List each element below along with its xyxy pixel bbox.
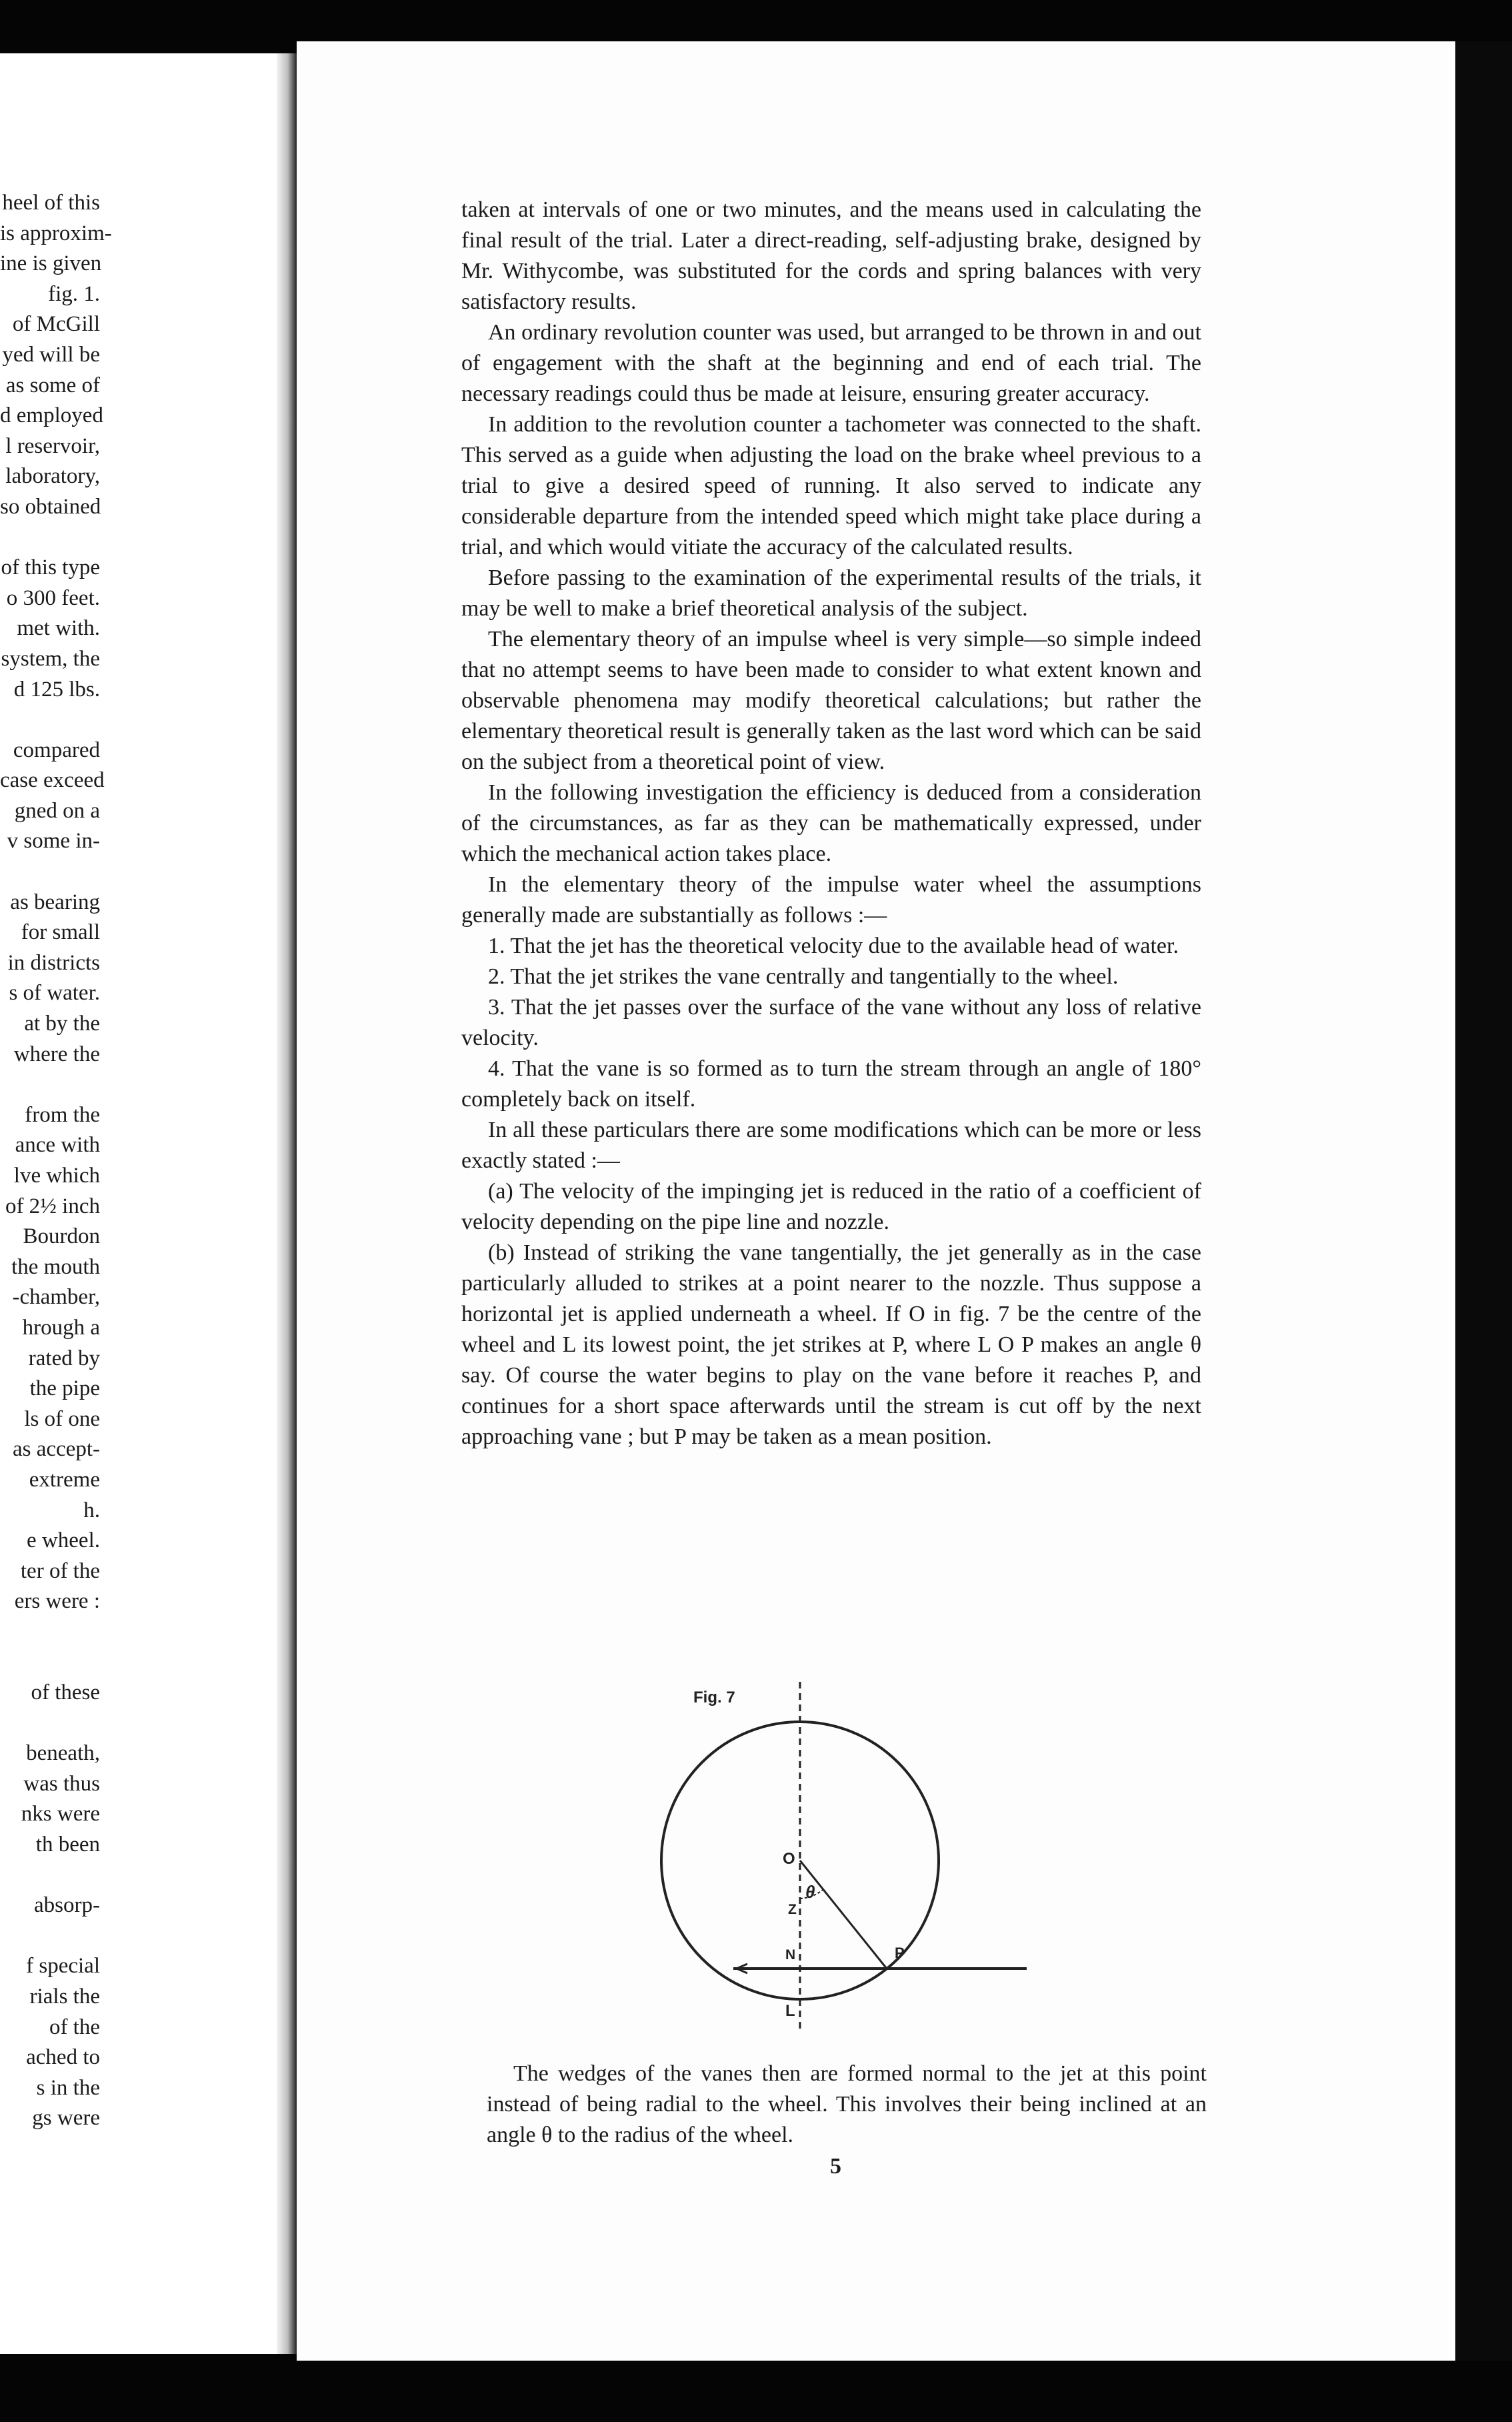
paragraph-modifications: In all these particulars there are some modifications which can be more or less exactly stated :—: [461, 1118, 1201, 1173]
left-page-line: of 2½ inch: [5, 1194, 100, 1218]
left-page-line: lve which: [13, 1164, 100, 1188]
left-page-line: ter of the: [20, 1558, 100, 1583]
left-page-line: yed will be: [2, 342, 100, 367]
left-page-line: [0, 705, 100, 736]
left-page-line: gned on a: [14, 798, 100, 823]
left-page-line: system, the: [1, 646, 100, 671]
left-page-line: [0, 1648, 100, 1678]
left-page-line: met with.: [17, 616, 100, 641]
left-page-line: was thus: [23, 1771, 100, 1796]
left-page-line: so obtained: [0, 494, 101, 519]
left-page-line: where the: [13, 1042, 100, 1066]
assumption-2: 2. That the jet strikes the vane centrally and tangentially to the wheel.: [488, 964, 1119, 989]
left-page-line: [0, 1861, 100, 1891]
left-page-line: rials the: [29, 1985, 100, 2009]
radius-op: [800, 1861, 887, 1969]
left-page-line: gs were: [32, 2106, 100, 2131]
label-n: N: [785, 1947, 796, 1963]
left-page-line: nks were: [21, 1802, 100, 1827]
left-page-line: laboratory,: [5, 464, 100, 489]
left-page-line: o 300 feet.: [6, 585, 100, 610]
figure-7: [467, 1675, 1200, 2035]
assumption-3: 3. That the jet passes over the surface of the vane without any loss of relative velocity.: [461, 995, 1201, 1050]
page-number: 5: [830, 2154, 841, 2179]
assumption-1: 1. That the jet has the theoretical velocity due to the available head of water.: [488, 934, 1179, 958]
left-page-line: ers were :: [14, 1589, 100, 1614]
label-l: L: [785, 2002, 795, 2020]
left-page-line: h.: [83, 1498, 100, 1522]
left-page-line: [0, 1070, 100, 1100]
left-page-line: extreme: [29, 1467, 100, 1492]
left-page-line: f special: [26, 1954, 100, 1979]
left-page-line: s of water.: [9, 981, 100, 1006]
paragraph-tachometer: In addition to the revolution counter a tachometer was connected to the shaft. This served as a guide when adjusting the load on the brake wheel previous to a trial to give a desired speed of running. It also served to indicate any considerable departure from the intended speed which might take place during a trial, and which would vitiate the accuracy of the calculated results.: [461, 412, 1201, 559]
paragraph-elementary-theory: The elementary theory of an impulse wheel is very simple—so simple indeed that no attempt seems to have been made to consider to what extent known and observable phenomena may modify theoretical calculations; but rather the elementary theoretical result is generally taken as the last word which can be said on the subject from a theoretical point of view.: [461, 627, 1201, 774]
left-page-line: beneath,: [26, 1741, 100, 1766]
body-text: [461, 195, 1201, 1452]
left-page-line: th been: [35, 1833, 100, 1857]
left-page-line: in districts: [7, 950, 100, 975]
label-theta: θ: [805, 1882, 815, 1902]
modification-a: (a) The velocity of the impinging jet is reduced in the ratio of a coefficient of velocity depending on the pipe line and nozzle.: [461, 1179, 1201, 1234]
left-page-line: the mouth: [11, 1254, 100, 1279]
figure-title: Fig. 7: [693, 1688, 735, 1706]
left-page-line: hrough a: [22, 1315, 100, 1340]
assumption-4: 4. That the vane is so formed as to turn the stream through an angle of 180° completely back on itself.: [461, 1056, 1201, 1112]
left-page-line: Bourdon: [23, 1224, 100, 1249]
paragraph-revolution-counter: An ordinary revolution counter was used, but arranged to be thrown in and out of engagement with the shaft at the beginning and end of each trial. The necessary readings could thus be made at leisure, ensuring greater accuracy.: [461, 320, 1201, 406]
left-page-line: of the: [49, 2015, 100, 2039]
left-page-line: v some in-: [7, 829, 100, 854]
left-page-line: as bearing: [10, 890, 100, 914]
book-gutter: [277, 53, 297, 2354]
paragraph-investigation: In the following investigation the efficiency is deduced from a consideration of the circumstances, as far as they can be mathematically expressed, under which the mechanical action takes place.: [461, 780, 1201, 866]
left-page-line: [0, 1921, 100, 1952]
paragraph-continuation: taken at intervals of one or two minutes, and the means used in calculating the final result of the trial. Later a direct-reading, self-adjusting brake, designed by Mr. Withycombe, was substituted for the cords and spring balances with very satisfactory results.: [461, 197, 1201, 314]
left-page-line: case exceed: [0, 768, 105, 793]
closing-text: [487, 2059, 1207, 2151]
left-page-line: ine is given: [0, 251, 102, 276]
left-page-line: l reservoir,: [5, 433, 100, 458]
label-z: Z: [788, 1902, 797, 1917]
paragraph-before-passing: Before passing to the examination of the experimental results of the trials, it may be well to make a brief theoretical analysis of the subject.: [461, 565, 1201, 621]
left-page-line: heel of this: [2, 191, 100, 215]
left-page-line: ls of one: [24, 1406, 100, 1431]
left-page-line: fig. 1.: [48, 281, 100, 306]
left-page-line: [0, 523, 100, 553]
label-o: O: [783, 1850, 795, 1868]
left-page-line: [0, 1617, 100, 1648]
left-page-line: as some of: [5, 373, 100, 397]
left-page-line: d employed: [0, 403, 103, 428]
scan-border: [1455, 41, 1512, 2361]
left-page-line: rated by: [28, 1346, 100, 1370]
left-page-line: e wheel.: [27, 1528, 100, 1553]
left-page-line: d 125 lbs.: [13, 677, 100, 702]
wheel-diagram: [467, 1675, 1200, 2035]
left-page-line: compared: [13, 738, 100, 762]
left-page-line: [0, 1708, 100, 1739]
left-page-line: at by the: [24, 1012, 100, 1036]
left-page-text: [0, 188, 112, 2134]
left-page-line: is approxim-: [0, 221, 112, 245]
left-page-line: of McGill: [12, 312, 100, 337]
left-page-line: of these: [31, 1680, 100, 1705]
left-page-line: absorp-: [34, 1893, 100, 1918]
left-page-line: from the: [25, 1102, 100, 1127]
paragraph-wedges: The wedges of the vanes then are formed normal to the jet at this point instead of being radial to the wheel. This involves their being inclined at an angle θ to the radius of the wheel.: [487, 2061, 1207, 2147]
left-page-line: of this type: [1, 555, 100, 580]
modification-b: (b) Instead of striking the vane tangentially, the jet generally as in the case particularly alluded to strikes at a point nearer to the nozzle. Thus suppose a horizontal jet is applied underneath a wheel. If O in fig. 7 be the centre of the wheel and L its lowest point, the jet strikes at P, where L O P makes an angle θ say. Of course the water begins to play on the vane before it reaches P, and continues for a short space afterwards until the stream is cut off by the next approaching vane ; but P may be taken as a mean position.: [461, 1240, 1201, 1449]
left-page-line: the pipe: [29, 1376, 100, 1401]
left-page-line: -chamber,: [12, 1285, 100, 1310]
left-page-line: ance with: [15, 1133, 100, 1158]
left-page-line: s in the: [36, 2075, 100, 2100]
left-page-line: as accept-: [13, 1437, 100, 1462]
left-page-line: for small: [21, 920, 100, 945]
label-p: P: [895, 1945, 905, 1961]
left-page-line: ached to: [26, 2045, 100, 2070]
paragraph-assumptions: In the elementary theory of the impulse water wheel the assumptions generally made are substantially as follows :—: [461, 872, 1201, 928]
left-page-line: [0, 857, 100, 888]
